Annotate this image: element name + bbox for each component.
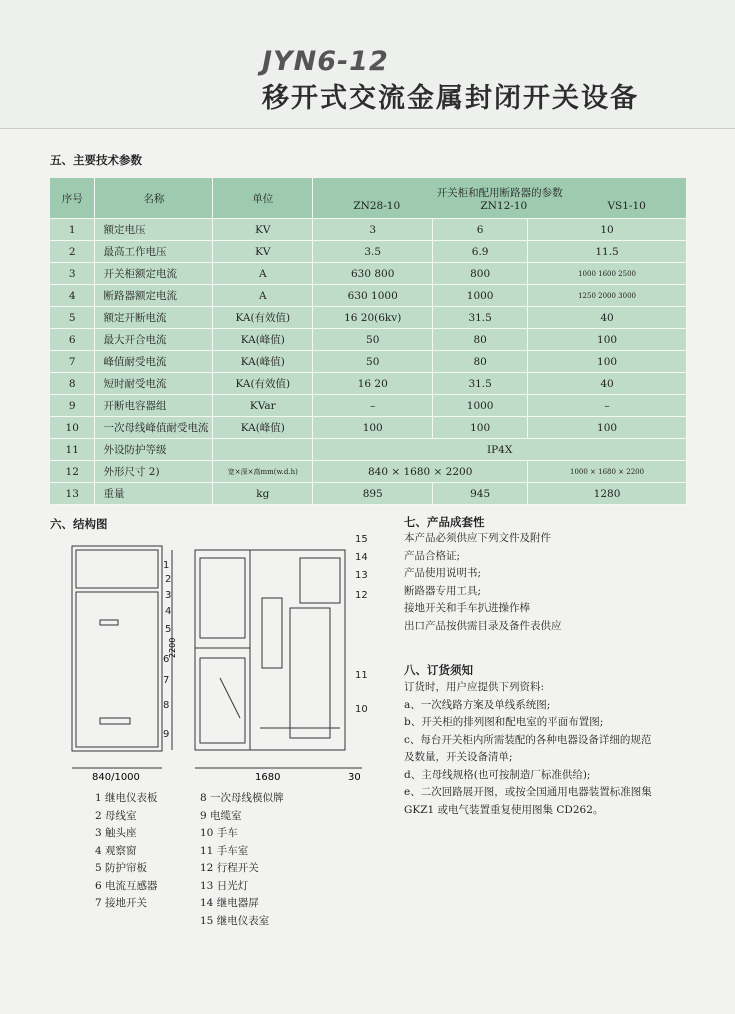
table-row — [50, 241, 687, 263]
legend-item: 13 日光灯 — [200, 879, 249, 892]
section7-heading: 七、产品成套性 — [404, 515, 485, 529]
dim-depth: 1680 — [255, 772, 281, 783]
cell-name: 额定电压 — [95, 219, 213, 241]
cell-name: 开关柜额定电流 — [95, 263, 213, 285]
callout-15: 15 — [355, 534, 368, 545]
cell-name: 外形尺寸 2) — [95, 461, 213, 483]
callout-6: 6 — [163, 654, 170, 665]
cell-unit: kg — [213, 483, 313, 505]
cell-b: 80 — [433, 329, 528, 351]
cell-b: 1000 — [433, 395, 528, 417]
cell-no: 7 — [50, 351, 95, 373]
cell-c: 11.5 — [528, 241, 687, 263]
cell-no: 11 — [50, 439, 95, 461]
callout-13: 13 — [355, 570, 368, 581]
col-sub-zn28: ZN28-10 — [353, 199, 401, 212]
cell-c: 40 — [528, 373, 687, 395]
params-table — [50, 178, 687, 505]
col-params — [313, 178, 687, 219]
callout-9: 9 — [163, 729, 170, 740]
cell-b: 100 — [433, 417, 528, 439]
cell-c: 100 — [528, 417, 687, 439]
page-header — [0, 0, 735, 129]
page-title: 移开式交流金属封闭开关设备 — [262, 83, 639, 114]
cell-no: 4 — [50, 285, 95, 307]
table-row — [50, 307, 687, 329]
table-row — [50, 395, 687, 417]
table-row — [50, 329, 687, 351]
cell-name: 额定开断电流 — [95, 307, 213, 329]
cell-name: 最高工作电压 — [95, 241, 213, 263]
col-name: 名称 — [95, 178, 213, 219]
cell-a: 100 — [313, 417, 433, 439]
cell-unit: KV — [213, 219, 313, 241]
section8-heading: 八、订货须知 — [404, 663, 473, 677]
cell-no: 2 — [50, 241, 95, 263]
cell-no: 12 — [50, 461, 95, 483]
legend-item: 3 触头座 — [95, 827, 137, 839]
cell-a: 50 — [313, 351, 433, 373]
cell-no: 13 — [50, 483, 95, 505]
callout-10: 10 — [355, 704, 368, 715]
legend-right — [200, 790, 284, 930]
cell-name: 外设防护等级 — [95, 439, 213, 461]
dim-gap: 30 — [348, 772, 361, 783]
cell-b: 6 — [433, 219, 528, 241]
legend-left — [95, 790, 158, 913]
dim-height: 2200 — [168, 637, 177, 658]
cell-c: 100 — [528, 329, 687, 351]
callout-14: 14 — [355, 552, 368, 563]
col-no: 序号 — [50, 178, 95, 219]
kit-item: 本产品必须供应下列文件及附件 — [404, 532, 551, 544]
side-view-outline — [195, 550, 345, 750]
section5-heading: 五、主要技术参数 — [50, 153, 142, 167]
legend-item: 4 观察窗 — [95, 844, 137, 857]
cell-no: 10 — [50, 417, 95, 439]
cell-no: 9 — [50, 395, 95, 417]
table-row — [50, 461, 687, 483]
cell-b: 31.5 — [433, 373, 528, 395]
cell-unit: KVar — [213, 395, 313, 417]
legend-item: 7 接地开关 — [95, 897, 148, 909]
cell-c: 1250 2000 3000 — [528, 285, 687, 307]
cell-unit: KA(有效值) — [213, 373, 313, 395]
table-row — [50, 219, 687, 241]
table-row — [50, 351, 687, 373]
order-item: c、每台开关柜内所需装配的各种电器设备详细的规范 — [404, 733, 652, 746]
cell-no: 8 — [50, 373, 95, 395]
legend-item: 9 电缆室 — [200, 809, 242, 822]
cell-name: 一次母线峰值耐受电流 — [95, 417, 213, 439]
col-sub-zn12: ZN12-10 — [480, 199, 528, 212]
cell-unit: KA(峰值) — [213, 417, 313, 439]
cell-a: 630 800 — [313, 263, 433, 285]
legend-item: 12 行程开关 — [200, 862, 259, 874]
legend-item: 5 防护帘板 — [95, 862, 148, 874]
callout-4: 4 — [165, 606, 172, 617]
legend-item: 1 继电仪表板 — [95, 792, 158, 804]
cell-dim-c: 1000 × 1680 × 2200 — [528, 461, 687, 483]
cell-a: 16 20(6kv) — [313, 307, 433, 329]
cell-no: 5 — [50, 307, 95, 329]
front-view-outline — [72, 546, 162, 751]
order-item: 及数量，开关设备清单; — [404, 751, 513, 763]
table-header-row — [50, 178, 687, 219]
cell-b: 80 — [433, 351, 528, 373]
callout-3: 3 — [165, 590, 172, 601]
cell-a: 50 — [313, 329, 433, 351]
cell-a: – — [313, 395, 433, 417]
order-item: GKZ1 或电气装置重复使用图集 CD262。 — [404, 803, 604, 816]
cell-c: 100 — [528, 351, 687, 373]
callout-1: 1 — [163, 560, 170, 571]
cell-unit: A — [213, 263, 313, 285]
cell-name: 重量 — [95, 483, 213, 505]
col-unit: 单位 — [213, 178, 313, 219]
order-item: 订货时，用户应提供下列资料: — [404, 681, 545, 693]
cell-b: 31.5 — [433, 307, 528, 329]
callout-5: 5 — [165, 624, 172, 635]
legend-item: 8 一次母线模似牌 — [200, 792, 284, 804]
callout-12: 12 — [355, 590, 368, 601]
cell-a: 630 1000 — [313, 285, 433, 307]
cell-no: 1 — [50, 219, 95, 241]
order-item: a、一次线路方案及单线系统图; — [404, 698, 551, 711]
cell-name: 短时耐受电流 — [95, 373, 213, 395]
callout-11: 11 — [355, 670, 368, 681]
cell-name: 开断电容器组 — [95, 395, 213, 417]
table-row — [50, 483, 687, 505]
kit-list — [404, 530, 562, 635]
cell-unit — [213, 439, 313, 461]
cell-name: 最大开合电流 — [95, 329, 213, 351]
cell-b: 6.9 — [433, 241, 528, 263]
cell-b: 800 — [433, 263, 528, 285]
cell-a: 3 — [313, 219, 433, 241]
order-list — [404, 679, 652, 819]
order-item: d、主母线规格(也可按制造厂标准供给); — [404, 768, 591, 781]
cell-dim-ab: 840 × 1680 × 2200 — [313, 461, 528, 483]
kit-item: 产品合格证; — [404, 549, 461, 562]
cell-unit: KV — [213, 241, 313, 263]
structure-diagram — [50, 528, 380, 783]
dim-front-width: 840/1000 — [92, 772, 140, 783]
col-params-title: 开关柜和配用断路器的参数 — [436, 186, 563, 199]
cell-b: 945 — [433, 483, 528, 505]
kit-item: 产品使用说明书; — [404, 567, 482, 579]
cell-no: 3 — [50, 263, 95, 285]
kit-item: 接地开关和手车扒进操作棒 — [404, 602, 530, 614]
legend-item: 15 继电仪表室 — [200, 914, 270, 927]
legend-item: 2 母线室 — [95, 809, 137, 822]
cell-a: 895 — [313, 483, 433, 505]
legend-item: 10 手车 — [200, 827, 238, 839]
legend-item: 6 电流互感器 — [95, 879, 158, 892]
callout-7: 7 — [163, 675, 170, 686]
cell-unit: KA(峰值) — [213, 329, 313, 351]
cell-c: 10 — [528, 219, 687, 241]
order-item: e、二次回路展开图，或按全国通用电器装置标准图集 — [404, 786, 652, 798]
cell-unit: A — [213, 285, 313, 307]
cell-no: 6 — [50, 329, 95, 351]
legend-item: 14 继电器屏 — [200, 897, 259, 909]
kit-item: 出口产品按供需目录及备件表供应 — [404, 619, 562, 632]
order-item: b、开关柜的排列图和配电室的平面布置图; — [404, 716, 604, 728]
table-row — [50, 285, 687, 307]
cell-b: 1000 — [433, 285, 528, 307]
cell-unit: 宽×深×高mm(w.d.h) — [213, 461, 313, 483]
section6-heading: 六、结构图 — [50, 517, 108, 531]
model-number: JYN6-12 — [262, 46, 389, 77]
table-row — [50, 417, 687, 439]
col-sub-vs1: VS1-10 — [607, 199, 646, 212]
callout-2: 2 — [165, 574, 172, 585]
cell-a: 3.5 — [313, 241, 433, 263]
cell-unit: KA(峰值) — [213, 351, 313, 373]
callout-8: 8 — [163, 700, 170, 711]
table-row — [50, 373, 687, 395]
kit-item: 断路器专用工具; — [404, 584, 482, 597]
cell-a: 16 20 — [313, 373, 433, 395]
table-row — [50, 439, 687, 461]
cell-protection: IP4X — [313, 439, 687, 461]
cell-c: – — [528, 395, 687, 417]
cell-unit: KA(有效值) — [213, 307, 313, 329]
legend-item: 11 手车室 — [200, 844, 249, 857]
cell-name: 断路器额定电流 — [95, 285, 213, 307]
cell-c: 1000 1600 2500 — [528, 263, 687, 285]
cell-name: 峰值耐受电流 — [95, 351, 213, 373]
cell-c: 1280 — [528, 483, 687, 505]
cell-c: 40 — [528, 307, 687, 329]
table-row — [50, 263, 687, 285]
